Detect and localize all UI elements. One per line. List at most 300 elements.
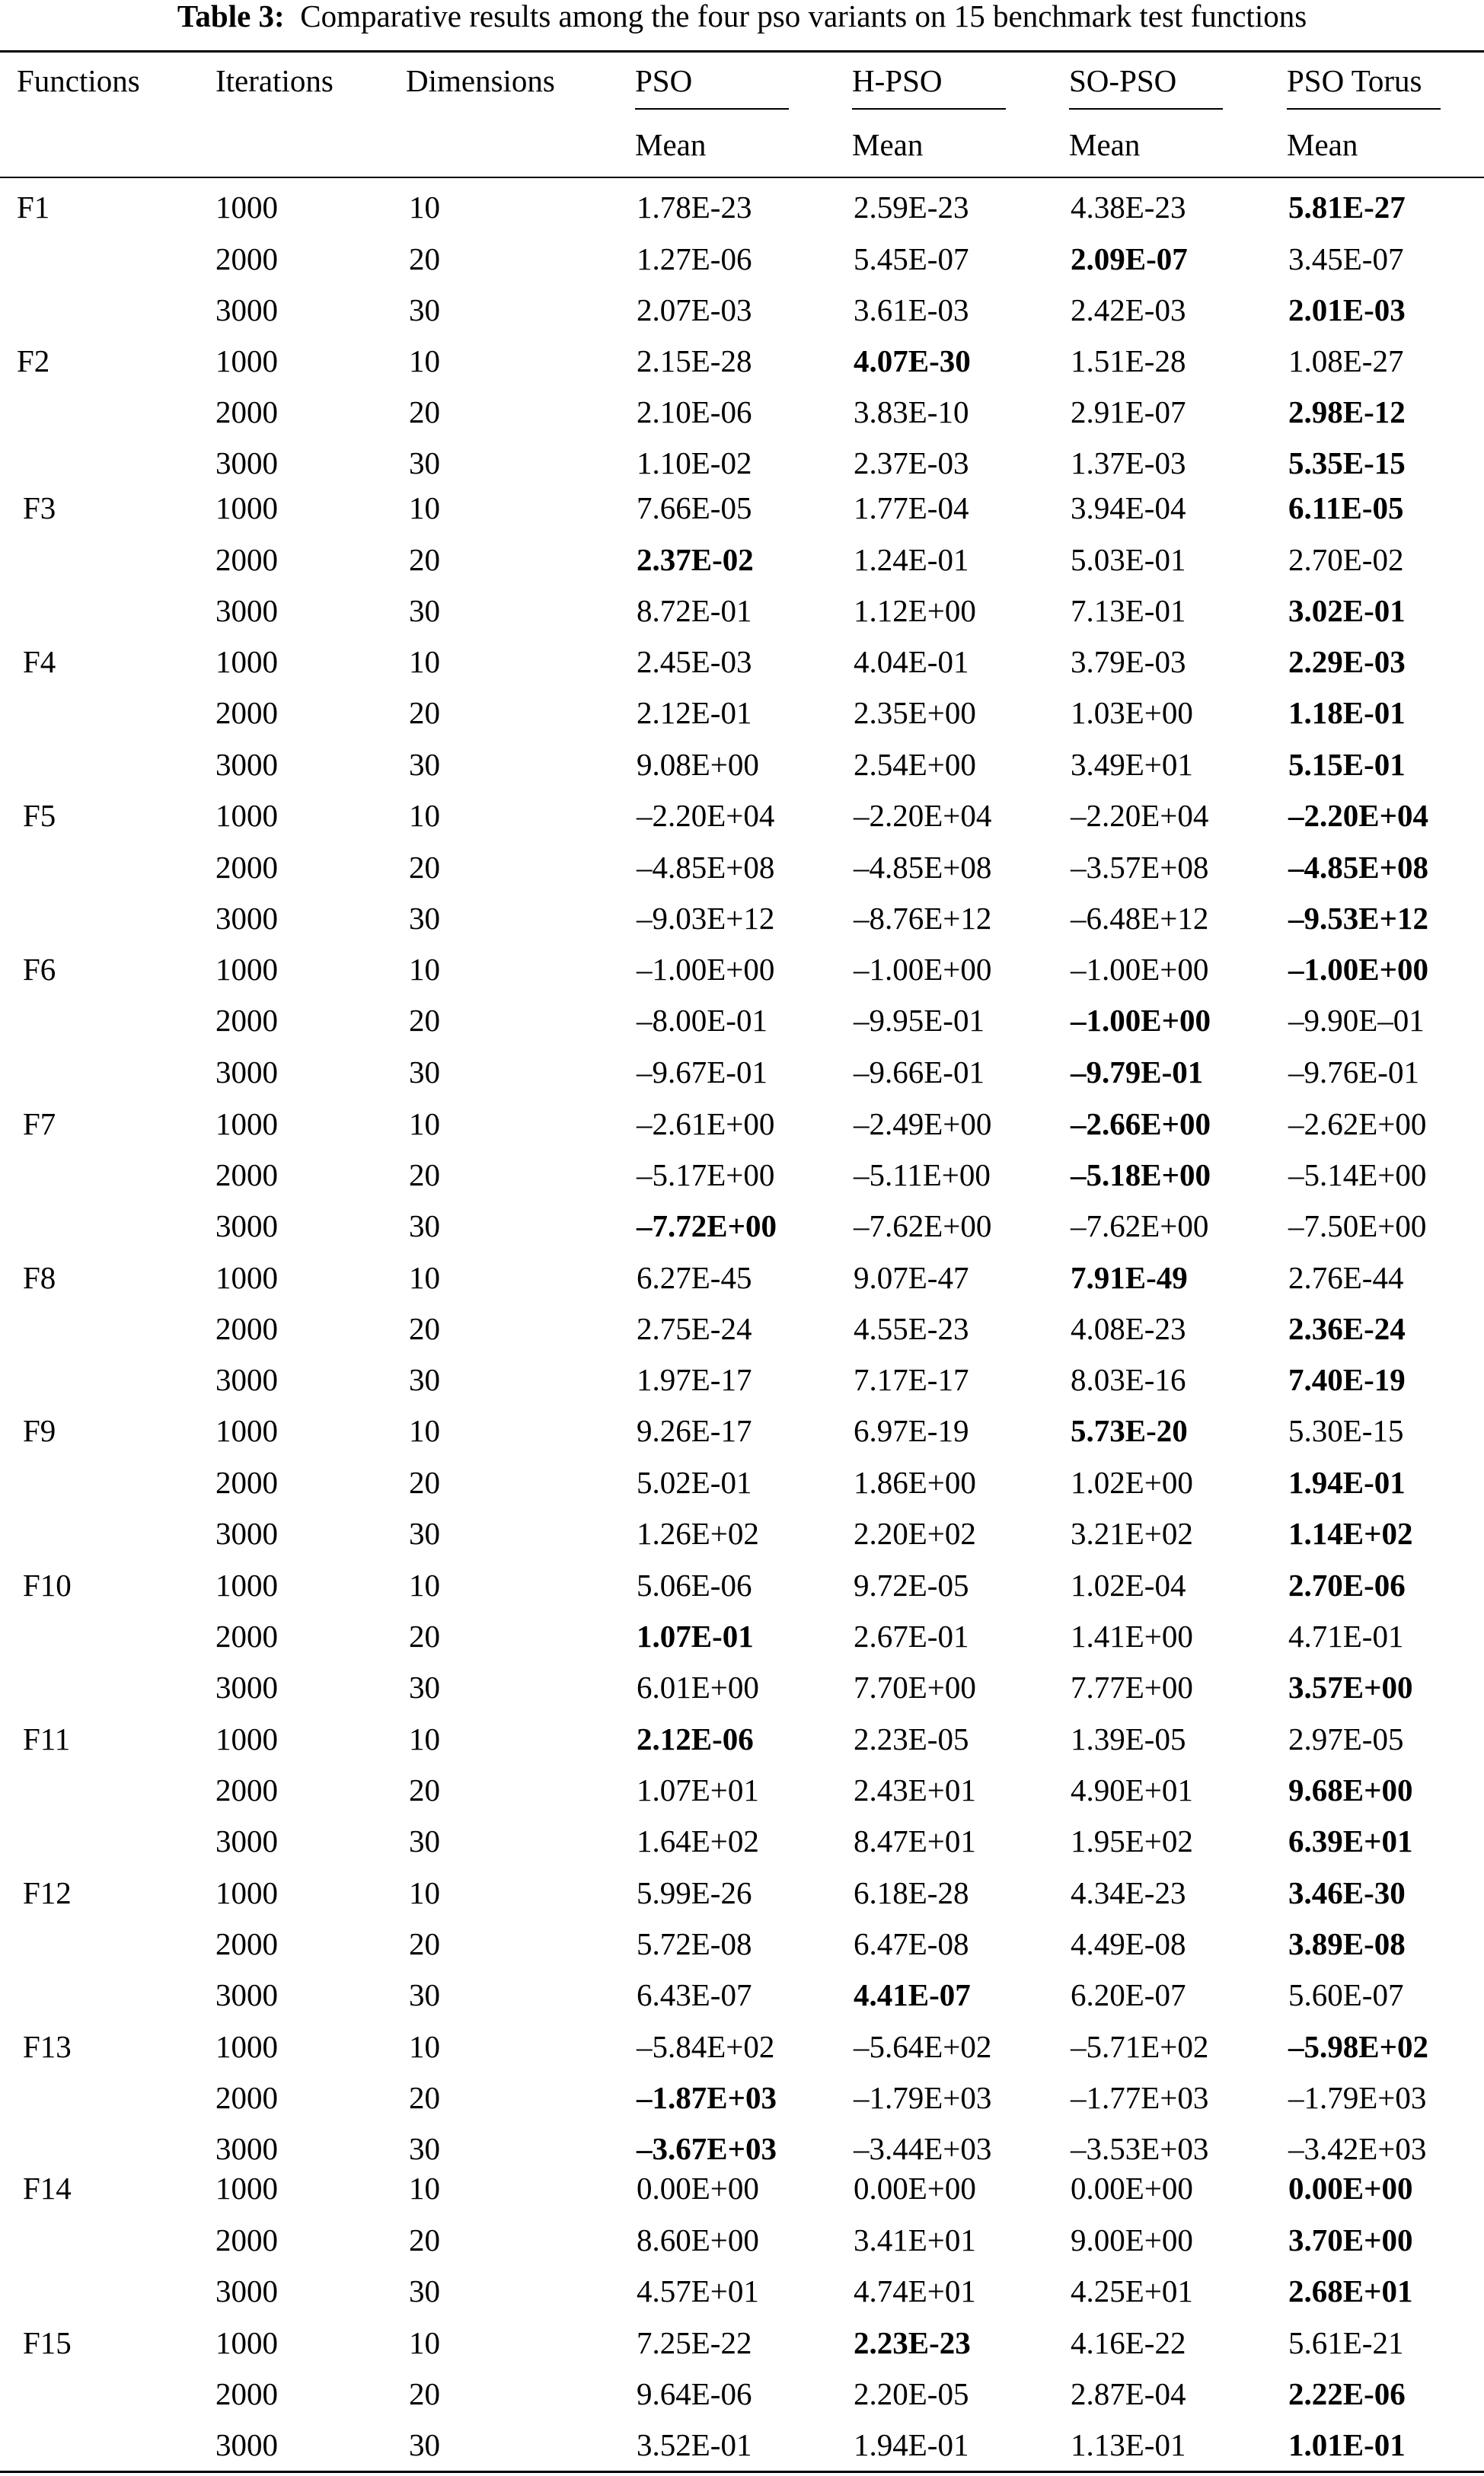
table-row bbox=[0, 2371, 1484, 2417]
table-row bbox=[0, 1152, 1484, 1198]
function-cell: F14 bbox=[23, 2171, 72, 2206]
dimensions-cell: 30 bbox=[409, 1055, 440, 1090]
mean-pso-torus-cell: 5.30E-15 bbox=[1288, 1413, 1404, 1448]
mean-h-pso-cell: 3.61E-03 bbox=[854, 292, 969, 327]
mean-so-pso-cell: 1.39E-05 bbox=[1071, 1721, 1186, 1756]
mean-h-pso-cell: 3.83E-10 bbox=[854, 394, 969, 429]
mean-pso-cell: 1.07E+01 bbox=[637, 1772, 759, 1808]
function-cell: F1 bbox=[17, 190, 50, 225]
mean-pso-cell: 7.66E-05 bbox=[637, 490, 752, 525]
table-row bbox=[0, 844, 1484, 890]
function-cell: F11 bbox=[23, 1721, 71, 1756]
dimensions-cell: 10 bbox=[409, 1413, 440, 1448]
mean-pso-torus-cell: 5.35E-15 bbox=[1288, 445, 1406, 480]
mean-h-pso-cell: –2.20E+04 bbox=[854, 798, 992, 833]
mean-so-pso-cell: 4.34E-23 bbox=[1071, 1875, 1186, 1910]
table-row bbox=[0, 2075, 1484, 2120]
table-row bbox=[0, 236, 1484, 282]
function-cell: F9 bbox=[23, 1413, 56, 1448]
mean-pso-cell: 2.12E-01 bbox=[637, 695, 752, 730]
table-row bbox=[0, 1921, 1484, 1967]
mean-pso-torus-cell: –2.20E+04 bbox=[1288, 798, 1428, 833]
mean-h-pso-cell: 6.97E-19 bbox=[854, 1413, 969, 1448]
table-row bbox=[0, 1716, 1484, 1762]
mean-h-pso-cell: 9.72E-05 bbox=[854, 1568, 969, 1603]
mean-so-pso-cell: 7.77E+00 bbox=[1071, 1670, 1193, 1705]
dimensions-cell: 10 bbox=[409, 1106, 440, 1141]
mean-pso-torus-cell: –3.42E+03 bbox=[1288, 2131, 1427, 2166]
mean-pso-cell: 2.15E-28 bbox=[637, 343, 752, 378]
table-row bbox=[0, 588, 1484, 633]
table-row bbox=[0, 1460, 1484, 1505]
dimensions-cell: 20 bbox=[409, 1003, 440, 1038]
table-row bbox=[0, 690, 1484, 735]
mean-pso-cell: 8.72E-01 bbox=[637, 593, 752, 628]
mean-h-pso-cell: 2.43E+01 bbox=[854, 1772, 976, 1808]
mean-pso-torus-cell: 3.45E-07 bbox=[1288, 241, 1404, 276]
mean-pso-cell: 2.75E-24 bbox=[637, 1311, 752, 1346]
mean-h-pso-cell: 7.70E+00 bbox=[854, 1670, 976, 1705]
table-row bbox=[0, 1101, 1484, 1147]
dimensions-cell: 10 bbox=[409, 1260, 440, 1295]
mean-h-pso-cell: –5.11E+00 bbox=[854, 1157, 991, 1192]
mean-so-pso-cell: 4.49E-08 bbox=[1071, 1926, 1186, 1961]
iterations-cell: 3000 bbox=[215, 1670, 278, 1705]
mean-so-pso-cell: –1.00E+00 bbox=[1071, 952, 1209, 987]
mean-so-pso-cell: –3.53E+03 bbox=[1071, 2131, 1209, 2166]
dimensions-cell: 10 bbox=[409, 2171, 440, 2206]
mean-so-pso-cell: 3.49E+01 bbox=[1071, 747, 1193, 782]
table-row bbox=[0, 1306, 1484, 1351]
dimensions-cell: 20 bbox=[409, 2376, 440, 2411]
mean-h-pso-cell: 2.67E-01 bbox=[854, 1619, 969, 1654]
table-row bbox=[0, 338, 1484, 384]
mean-h-pso-cell: 7.17E-17 bbox=[854, 1362, 969, 1397]
function-cell: F10 bbox=[23, 1568, 72, 1603]
iterations-cell: 3000 bbox=[215, 2273, 278, 2308]
mean-pso-torus-cell: 3.46E-30 bbox=[1288, 1875, 1406, 1910]
dimensions-cell: 20 bbox=[409, 542, 440, 577]
mean-pso-torus-cell: 6.11E-05 bbox=[1288, 490, 1404, 525]
dimensions-cell: 30 bbox=[409, 2273, 440, 2308]
mean-pso-torus-cell: –1.79E+03 bbox=[1288, 2080, 1427, 2115]
mean-pso-torus-cell: 5.61E-21 bbox=[1288, 2325, 1404, 2360]
mean-pso-torus-cell: 2.22E-06 bbox=[1288, 2376, 1406, 2411]
mean-pso-torus-cell: 0.00E+00 bbox=[1288, 2171, 1413, 2206]
table-row bbox=[0, 2217, 1484, 2263]
table-row bbox=[0, 997, 1484, 1043]
table-row bbox=[0, 1408, 1484, 1453]
mean-so-pso-cell: 1.95E+02 bbox=[1071, 1823, 1193, 1859]
mean-pso-torus-cell: 1.18E-01 bbox=[1288, 695, 1406, 730]
iterations-cell: 2000 bbox=[215, 241, 278, 276]
mean-so-pso-cell: 1.41E+00 bbox=[1071, 1619, 1193, 1654]
mean-h-pso-cell: 1.24E-01 bbox=[854, 542, 969, 577]
mean-h-pso-cell: 2.23E-05 bbox=[854, 1721, 969, 1756]
mean-h-pso-cell: 2.37E-03 bbox=[854, 445, 969, 480]
mean-pso-torus-cell: 2.70E-06 bbox=[1288, 1568, 1406, 1603]
iterations-cell: 3000 bbox=[215, 1977, 278, 2012]
header-underline-pso-torus bbox=[1287, 108, 1441, 110]
header-mean-h-pso: Mean bbox=[852, 127, 924, 162]
table-row bbox=[0, 2024, 1484, 2069]
mean-h-pso-cell: 6.47E-08 bbox=[854, 1926, 969, 1961]
dimensions-cell: 30 bbox=[409, 1208, 440, 1243]
mean-pso-torus-cell: –5.14E+00 bbox=[1288, 1157, 1427, 1192]
iterations-cell: 3000 bbox=[215, 445, 278, 480]
table-row bbox=[0, 1203, 1484, 1249]
mean-h-pso-cell: 2.35E+00 bbox=[854, 695, 976, 730]
iterations-cell: 3000 bbox=[215, 1516, 278, 1551]
mean-pso-torus-cell: –5.98E+02 bbox=[1288, 2029, 1428, 2064]
mean-h-pso-cell: –3.44E+03 bbox=[854, 2131, 992, 2166]
table-caption-text: Comparative results among the four pso variants on 15 benchmark test functions bbox=[300, 0, 1307, 34]
table-row bbox=[0, 389, 1484, 435]
table-row bbox=[0, 184, 1484, 230]
mean-so-pso-cell: 2.42E-03 bbox=[1071, 292, 1186, 327]
mean-h-pso-cell: 0.00E+00 bbox=[854, 2171, 976, 2206]
header-underline-h-pso bbox=[852, 108, 1006, 110]
header-mean-pso: Mean bbox=[635, 127, 707, 162]
table-row bbox=[0, 2268, 1484, 2314]
dimensions-cell: 10 bbox=[409, 2029, 440, 2064]
mean-so-pso-cell: 2.91E-07 bbox=[1071, 394, 1186, 429]
table-caption bbox=[0, 0, 1484, 37]
table-row bbox=[0, 2165, 1484, 2211]
mean-pso-torus-cell: 2.70E-02 bbox=[1288, 542, 1404, 577]
mean-pso-torus-cell: 5.15E-01 bbox=[1288, 747, 1406, 782]
iterations-cell: 1000 bbox=[215, 1568, 278, 1603]
header-iterations: Iterations bbox=[215, 63, 334, 98]
mean-h-pso-cell: 9.07E-47 bbox=[854, 1260, 969, 1295]
mean-pso-torus-cell: 6.39E+01 bbox=[1288, 1823, 1413, 1859]
mean-pso-cell: 6.01E+00 bbox=[637, 1670, 759, 1705]
table-row bbox=[0, 1972, 1484, 2018]
dimensions-cell: 30 bbox=[409, 2427, 440, 2462]
bottom-rule bbox=[0, 2471, 1484, 2473]
iterations-cell: 1000 bbox=[215, 190, 278, 225]
dimensions-cell: 30 bbox=[409, 1362, 440, 1397]
mean-pso-cell: 5.72E-08 bbox=[637, 1926, 752, 1961]
mean-pso-torus-cell: –7.50E+00 bbox=[1288, 1208, 1427, 1243]
header-dimensions: Dimensions bbox=[406, 63, 555, 98]
mean-so-pso-cell: 1.02E-04 bbox=[1071, 1568, 1186, 1603]
top-rule bbox=[0, 50, 1484, 53]
iterations-cell: 2000 bbox=[215, 1465, 278, 1500]
mean-pso-torus-cell: 1.01E-01 bbox=[1288, 2427, 1406, 2462]
function-cell: F5 bbox=[23, 798, 56, 833]
mean-so-pso-cell: 7.13E-01 bbox=[1071, 593, 1186, 628]
mean-pso-torus-cell: –9.53E+12 bbox=[1288, 901, 1428, 936]
mean-pso-cell: 1.78E-23 bbox=[637, 190, 752, 225]
mean-pso-cell: –3.67E+03 bbox=[637, 2131, 777, 2166]
table-row bbox=[0, 895, 1484, 941]
mean-so-pso-cell: –5.18E+00 bbox=[1071, 1157, 1211, 1192]
mean-pso-cell: –9.03E+12 bbox=[637, 901, 775, 936]
mean-pso-cell: –1.87E+03 bbox=[637, 2080, 777, 2115]
mean-so-pso-cell: 3.79E-03 bbox=[1071, 644, 1186, 679]
dimensions-cell: 10 bbox=[409, 1721, 440, 1756]
dimensions-cell: 30 bbox=[409, 292, 440, 327]
iterations-cell: 1000 bbox=[215, 490, 278, 525]
function-cell: F12 bbox=[23, 1875, 72, 1910]
mean-so-pso-cell: 8.03E-16 bbox=[1071, 1362, 1186, 1397]
mean-pso-cell: 1.10E-02 bbox=[637, 445, 752, 480]
mean-h-pso-cell: 4.07E-30 bbox=[854, 343, 971, 378]
mean-so-pso-cell: –2.20E+04 bbox=[1071, 798, 1209, 833]
mean-h-pso-cell: 4.74E+01 bbox=[854, 2273, 976, 2308]
mean-pso-torus-cell: 2.97E-05 bbox=[1288, 1721, 1404, 1756]
mean-pso-torus-cell: 5.81E-27 bbox=[1288, 190, 1406, 225]
mean-h-pso-cell: 1.94E-01 bbox=[854, 2427, 969, 2462]
mean-so-pso-cell: 7.91E-49 bbox=[1071, 1260, 1188, 1295]
mean-pso-cell: 2.37E-02 bbox=[637, 542, 754, 577]
iterations-cell: 1000 bbox=[215, 1413, 278, 1448]
iterations-cell: 2000 bbox=[215, 394, 278, 429]
mean-pso-cell: 2.12E-06 bbox=[637, 1721, 754, 1756]
mean-h-pso-cell: –1.00E+00 bbox=[854, 952, 992, 987]
dimensions-cell: 30 bbox=[409, 445, 440, 480]
mean-pso-cell: 9.08E+00 bbox=[637, 747, 759, 782]
mean-pso-torus-cell: –1.00E+00 bbox=[1288, 952, 1428, 987]
mean-pso-cell: 6.27E-45 bbox=[637, 1260, 752, 1295]
header-mean-pso-torus: Mean bbox=[1287, 127, 1358, 162]
dimensions-cell: 10 bbox=[409, 798, 440, 833]
mean-so-pso-cell: 1.37E-03 bbox=[1071, 445, 1186, 480]
mean-h-pso-cell: –7.62E+00 bbox=[854, 1208, 992, 1243]
mean-h-pso-cell: 1.12E+00 bbox=[854, 593, 976, 628]
dimensions-cell: 20 bbox=[409, 1311, 440, 1346]
dimensions-cell: 10 bbox=[409, 2325, 440, 2360]
iterations-cell: 3000 bbox=[215, 292, 278, 327]
dimensions-cell: 20 bbox=[409, 394, 440, 429]
mean-pso-torus-cell: 2.68E+01 bbox=[1288, 2273, 1413, 2308]
mean-so-pso-cell: 5.73E-20 bbox=[1071, 1413, 1188, 1448]
mean-pso-cell: –5.17E+00 bbox=[637, 1157, 775, 1192]
function-cell: F2 bbox=[17, 343, 50, 378]
mean-so-pso-cell: –6.48E+12 bbox=[1071, 901, 1209, 936]
mean-pso-torus-cell: 7.40E-19 bbox=[1288, 1362, 1406, 1397]
mean-pso-torus-cell: 4.71E-01 bbox=[1288, 1619, 1404, 1654]
mean-so-pso-cell: 1.51E-28 bbox=[1071, 343, 1186, 378]
dimensions-cell: 20 bbox=[409, 1772, 440, 1808]
mean-pso-cell: 9.64E-06 bbox=[637, 2376, 752, 2411]
dimensions-cell: 20 bbox=[409, 1926, 440, 1961]
iterations-cell: 2000 bbox=[215, 2376, 278, 2411]
mean-pso-cell: 2.07E-03 bbox=[637, 292, 752, 327]
dimensions-cell: 10 bbox=[409, 490, 440, 525]
header-underline-so-pso bbox=[1069, 108, 1223, 110]
header-functions: Functions bbox=[17, 63, 140, 98]
dimensions-cell: 10 bbox=[409, 1568, 440, 1603]
table-row bbox=[0, 1613, 1484, 1659]
function-cell: F7 bbox=[23, 1106, 56, 1141]
mean-pso-cell: 1.27E-06 bbox=[637, 241, 752, 276]
iterations-cell: 1000 bbox=[215, 2029, 278, 2064]
mean-pso-torus-cell: –9.90E–01 bbox=[1288, 1003, 1425, 1038]
mean-so-pso-cell: 2.87E-04 bbox=[1071, 2376, 1186, 2411]
mean-so-pso-cell: 5.03E-01 bbox=[1071, 542, 1186, 577]
mean-h-pso-cell: –2.49E+00 bbox=[854, 1106, 992, 1141]
table-row bbox=[0, 1818, 1484, 1864]
dimensions-cell: 30 bbox=[409, 1977, 440, 2012]
mean-so-pso-cell: –5.71E+02 bbox=[1071, 2029, 1209, 2064]
dimensions-cell: 10 bbox=[409, 1875, 440, 1910]
header-so-pso: SO-PSO bbox=[1069, 63, 1177, 98]
iterations-cell: 3000 bbox=[215, 2427, 278, 2462]
iterations-cell: 2000 bbox=[215, 1157, 278, 1192]
dimensions-cell: 30 bbox=[409, 901, 440, 936]
table-row bbox=[0, 1049, 1484, 1095]
mean-so-pso-cell: –1.00E+00 bbox=[1071, 1003, 1211, 1038]
mean-h-pso-cell: 4.55E-23 bbox=[854, 1311, 969, 1346]
mean-h-pso-cell: 2.23E-23 bbox=[854, 2325, 971, 2360]
mean-so-pso-cell: –2.66E+00 bbox=[1071, 1106, 1211, 1141]
table-row bbox=[0, 2126, 1484, 2171]
mean-so-pso-cell: 2.09E-07 bbox=[1071, 241, 1188, 276]
mean-h-pso-cell: 1.77E-04 bbox=[854, 490, 969, 525]
mean-pso-cell: 5.99E-26 bbox=[637, 1875, 752, 1910]
mean-so-pso-cell: 1.13E-01 bbox=[1071, 2427, 1186, 2462]
mean-h-pso-cell: 6.18E-28 bbox=[854, 1875, 969, 1910]
mean-pso-cell: 6.43E-07 bbox=[637, 1977, 752, 2012]
table-row bbox=[0, 946, 1484, 992]
mean-pso-cell: 1.64E+02 bbox=[637, 1823, 759, 1859]
mean-so-pso-cell: 0.00E+00 bbox=[1071, 2171, 1193, 2206]
function-cell: F8 bbox=[23, 1260, 56, 1295]
iterations-cell: 1000 bbox=[215, 343, 278, 378]
mean-pso-cell: 1.26E+02 bbox=[637, 1516, 759, 1551]
header-bottom-rule bbox=[0, 177, 1484, 178]
mean-so-pso-cell: 4.16E-22 bbox=[1071, 2325, 1186, 2360]
mean-h-pso-cell: –5.64E+02 bbox=[854, 2029, 992, 2064]
iterations-cell: 1000 bbox=[215, 2171, 278, 2206]
mean-pso-cell: –4.85E+08 bbox=[637, 850, 775, 885]
mean-pso-torus-cell: 2.01E-03 bbox=[1288, 292, 1406, 327]
iterations-cell: 3000 bbox=[215, 1823, 278, 1859]
mean-pso-cell: 7.25E-22 bbox=[637, 2325, 752, 2360]
mean-pso-torus-cell: 3.70E+00 bbox=[1288, 2222, 1413, 2257]
iterations-cell: 2000 bbox=[215, 695, 278, 730]
mean-h-pso-cell: 1.86E+00 bbox=[854, 1465, 976, 1500]
dimensions-cell: 30 bbox=[409, 1823, 440, 1859]
iterations-cell: 3000 bbox=[215, 1208, 278, 1243]
mean-h-pso-cell: –8.76E+12 bbox=[854, 901, 992, 936]
table-row bbox=[0, 537, 1484, 582]
table-row bbox=[0, 1511, 1484, 1556]
mean-pso-torus-cell: 9.68E+00 bbox=[1288, 1772, 1413, 1808]
header-pso-torus: PSO Torus bbox=[1287, 63, 1422, 98]
mean-pso-cell: 1.97E-17 bbox=[637, 1362, 752, 1397]
table-row bbox=[0, 793, 1484, 838]
function-cell: F13 bbox=[23, 2029, 72, 2064]
mean-so-pso-cell: 4.38E-23 bbox=[1071, 190, 1186, 225]
iterations-cell: 3000 bbox=[215, 593, 278, 628]
mean-h-pso-cell: –9.66E-01 bbox=[854, 1055, 985, 1090]
mean-pso-cell: 3.52E-01 bbox=[637, 2427, 752, 2462]
dimensions-cell: 20 bbox=[409, 695, 440, 730]
mean-pso-cell: 9.26E-17 bbox=[637, 1413, 752, 1448]
iterations-cell: 2000 bbox=[215, 1926, 278, 1961]
dimensions-cell: 30 bbox=[409, 747, 440, 782]
mean-pso-torus-cell: 2.29E-03 bbox=[1288, 644, 1406, 679]
mean-pso-cell: 0.00E+00 bbox=[637, 2171, 759, 2206]
dimensions-cell: 10 bbox=[409, 343, 440, 378]
mean-h-pso-cell: 2.20E+02 bbox=[854, 1516, 976, 1551]
dimensions-cell: 20 bbox=[409, 1465, 440, 1500]
mean-so-pso-cell: –3.57E+08 bbox=[1071, 850, 1209, 885]
mean-pso-cell: 1.07E-01 bbox=[637, 1619, 754, 1654]
mean-pso-cell: –2.61E+00 bbox=[637, 1106, 775, 1141]
mean-pso-torus-cell: 3.02E-01 bbox=[1288, 593, 1406, 628]
table-row bbox=[0, 742, 1484, 787]
mean-pso-cell: 5.02E-01 bbox=[637, 1465, 752, 1500]
table-row bbox=[0, 639, 1484, 684]
iterations-cell: 3000 bbox=[215, 1362, 278, 1397]
iterations-cell: 1000 bbox=[215, 1260, 278, 1295]
function-cell: F4 bbox=[23, 644, 56, 679]
mean-so-pso-cell: –9.79E-01 bbox=[1071, 1055, 1204, 1090]
mean-pso-cell: –9.67E-01 bbox=[637, 1055, 768, 1090]
mean-h-pso-cell: 3.41E+01 bbox=[854, 2222, 976, 2257]
header-underline-pso bbox=[635, 108, 789, 110]
iterations-cell: 2000 bbox=[215, 850, 278, 885]
table-caption-label: Table 3: bbox=[177, 0, 285, 34]
mean-h-pso-cell: –9.95E-01 bbox=[854, 1003, 985, 1038]
iterations-cell: 2000 bbox=[215, 1311, 278, 1346]
mean-pso-cell: –1.00E+00 bbox=[637, 952, 775, 987]
mean-h-pso-cell: 4.41E-07 bbox=[854, 1977, 971, 2012]
iterations-cell: 1000 bbox=[215, 2325, 278, 2360]
mean-so-pso-cell: 9.00E+00 bbox=[1071, 2222, 1193, 2257]
iterations-cell: 1000 bbox=[215, 1721, 278, 1756]
mean-so-pso-cell: 1.02E+00 bbox=[1071, 1465, 1193, 1500]
mean-pso-torus-cell: 1.94E-01 bbox=[1288, 1465, 1406, 1500]
mean-h-pso-cell: 8.47E+01 bbox=[854, 1823, 976, 1859]
mean-pso-cell: –2.20E+04 bbox=[637, 798, 775, 833]
iterations-cell: 2000 bbox=[215, 2222, 278, 2257]
header-h-pso: H-PSO bbox=[852, 63, 943, 98]
mean-so-pso-cell: 4.08E-23 bbox=[1071, 1311, 1186, 1346]
mean-so-pso-cell: 3.21E+02 bbox=[1071, 1516, 1193, 1551]
mean-pso-torus-cell: 2.76E-44 bbox=[1288, 1260, 1404, 1295]
iterations-cell: 2000 bbox=[215, 1619, 278, 1654]
mean-pso-torus-cell: 2.36E-24 bbox=[1288, 1311, 1406, 1346]
mean-so-pso-cell: 3.94E-04 bbox=[1071, 490, 1186, 525]
iterations-cell: 2000 bbox=[215, 542, 278, 577]
dimensions-cell: 20 bbox=[409, 850, 440, 885]
iterations-cell: 2000 bbox=[215, 1003, 278, 1038]
dimensions-cell: 30 bbox=[409, 2131, 440, 2166]
mean-h-pso-cell: 2.59E-23 bbox=[854, 190, 969, 225]
mean-pso-torus-cell: 1.08E-27 bbox=[1288, 343, 1404, 378]
mean-pso-torus-cell: –4.85E+08 bbox=[1288, 850, 1428, 885]
mean-so-pso-cell: –7.62E+00 bbox=[1071, 1208, 1209, 1243]
iterations-cell: 3000 bbox=[215, 901, 278, 936]
table-row bbox=[0, 2422, 1484, 2468]
mean-so-pso-cell: 1.03E+00 bbox=[1071, 695, 1193, 730]
iterations-cell: 2000 bbox=[215, 1772, 278, 1808]
mean-so-pso-cell: –1.77E+03 bbox=[1071, 2080, 1209, 2115]
table-row bbox=[0, 1767, 1484, 1813]
dimensions-cell: 20 bbox=[409, 241, 440, 276]
dimensions-cell: 30 bbox=[409, 1670, 440, 1705]
dimensions-cell: 10 bbox=[409, 644, 440, 679]
header-mean-so-pso: Mean bbox=[1069, 127, 1141, 162]
mean-h-pso-cell: –4.85E+08 bbox=[854, 850, 992, 885]
mean-so-pso-cell: 4.90E+01 bbox=[1071, 1772, 1193, 1808]
table-row bbox=[0, 1255, 1484, 1300]
